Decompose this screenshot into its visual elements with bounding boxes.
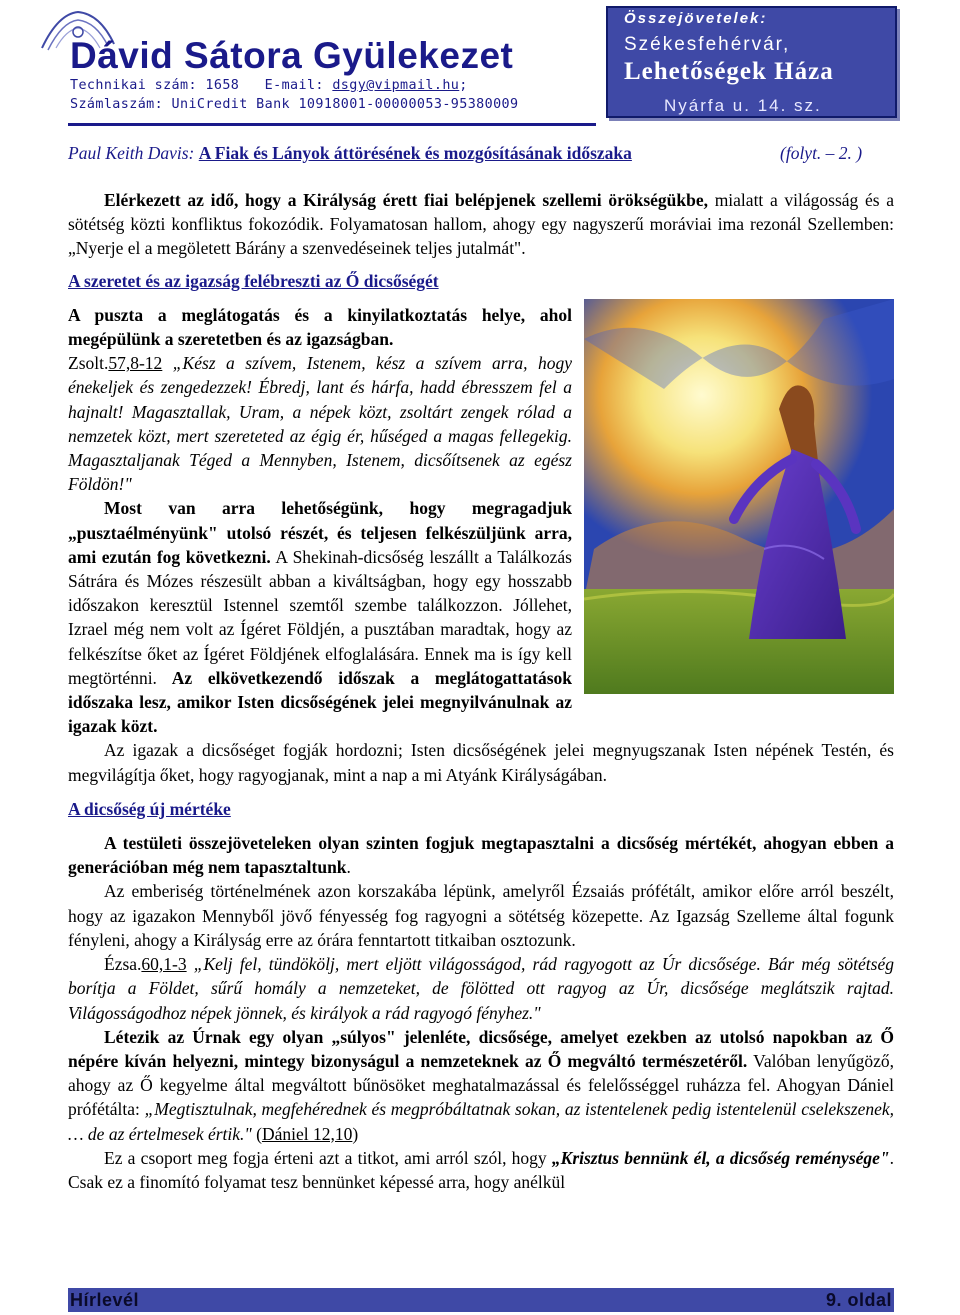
paragraph [68, 188, 894, 261]
paragraph: Az igazak a dicsőséget fogják hordozni; Isten dicsőségének jelei megnyugszanak Isten népének Testén, és megvilágítja őket, hogy ragyogjanak, mint a nap a mi Atyánk Királyságában. [68, 740, 894, 785]
scripture-ref: Dániel 12,10 [261, 1123, 353, 1144]
section-heading-glory-measure: A dicsőség új mértéke [68, 798, 231, 819]
meeting-venue: Lehetőségek Háza [624, 58, 834, 85]
emphasis: Most van arra lehetőségünk, hogy megragadjuk „pusztaélményünk" utolsó részét, és teljesen felkészüljünk arra, ami ezután fog következni. [68, 498, 572, 567]
section-heading-love-truth: A szeretet és az igazság felébreszti az Ő dicsőségét [68, 270, 439, 291]
scripture-ref-number: 57,8-12 [108, 353, 163, 374]
meeting-city: Székesfehérvár, [624, 34, 791, 55]
scripture-ref: Ézsa. [104, 954, 142, 975]
article-body [68, 188, 894, 1194]
text: ( [251, 1123, 262, 1144]
scripture-quote: „Kelj fel, tündökölj, mert eljött világosságod, rád ragyogott az Úr dicsősége. Bár még sötétség borítja a Földet, sűrű homály a nemzeteket, de fölötted ott ragyog az Úr, dicsősége meglátszik rajtad. Világosságodhoz népek jönnek, és királyok a rád ragyogó fényhez." [68, 954, 894, 1023]
email-label: E-mail: [264, 78, 333, 93]
footer-newsletter: Hírlevél [70, 1290, 140, 1310]
scripture-ref: Zsolt. [68, 353, 109, 374]
emphasis: Létezik az Úrnak egy olyan „súlyos" jelenléte, dicsősége, amelyet ezekben az utolsó napokban az Ő népére kíván helyezni, mintegy bizonyságul a nemzeteknek az Ő megváltó természetéről. [68, 1026, 894, 1071]
meetings-label: Összejövetelek: [624, 10, 768, 27]
painting-woman-sun [584, 299, 894, 694]
paragraph-isaiah [68, 952, 894, 1025]
header-divider [68, 123, 596, 126]
article-byline [68, 143, 893, 164]
text: . [346, 857, 351, 878]
bank-account: Számlaszám: UniCredit Bank 10918001-00000053-95380009 [70, 97, 519, 112]
footer-page-number: 9. oldal [825, 1290, 892, 1310]
org-name: Dávid Sátora Gyülekezet [70, 35, 514, 76]
paragraph [68, 1146, 894, 1194]
emphasis: A puszta a meglátogatás és a kinyilatkoztatás helye, ahol megépülünk a szeretetben és az igazságban. [68, 304, 572, 350]
scripture-ref-number: 60,1-3 [141, 954, 187, 975]
text: . Csak ez a finomító folyamat tesz bennünket képessé arra, hogy anélkül [68, 1147, 895, 1192]
text: Valóban lenyűgöző, ahogy az Ő kegyelme által megváltott bűnösöket meghatalmazással és felelősséggel ruházza fel. Ahogyan Dániel prófétálta: [68, 1050, 894, 1120]
emphasis-quote: „Krisztus bennünk él, a dicsőség reménysége" [551, 1147, 890, 1168]
emphasis: A testületi összejöveteleken olyan szinten fogjuk megtapasztalni a dicsőség mértékét, ahogyan ebben a generációban még nem tapasztaltunk [68, 833, 894, 878]
article-author: Paul Keith Davis: [68, 143, 195, 163]
emphasis: Az elkövetkezendő időszak a meglátogattatások időszaka lesz, amikor Isten dicsőségének jelei megnyilvánulnak az igazak közt. [68, 667, 572, 737]
tech-number: Technikai szám: 1658 [70, 78, 240, 93]
contact-line [70, 76, 596, 95]
meeting-info-box [606, 6, 897, 118]
text: ) [352, 1123, 359, 1144]
paragraph [68, 1025, 894, 1146]
text: Ez a csoport meg fogja érteni azt a titkot, ami arról szól, hogy [104, 1147, 552, 1168]
emphasis: Elérkezett az idő, hogy a Királyság érett fiai belépjenek szellemi örökségükbe, [104, 190, 709, 210]
email-link[interactable]: dsgy@vipmail.hu [332, 78, 460, 93]
email-suffix: ; [459, 78, 468, 93]
scripture-quote: „Megtisztulnak, megfehérednek és megpróbáltatnak sokan, az istentelenek pedig istentelenül cselekszenek, … de az értelmesek értik." [68, 1099, 894, 1144]
masthead [68, 6, 596, 114]
scripture-quote: „Kész a szívem, Istenem, kész a szívem arra, hogy énekeljek és zengedezzek! Ébredj, lant és hárfa, hadd ébresszem fel a hajnalt! Magasztallak, Uram, a népek közt, zsoltárt zengek rólad a nemzetek közt, mert szereteted az égig ér, hűséged a magas fellegekig. Magasztaljanak Téged a Mennyben, Istenem, dicsőítsenek az egész Földön!" [68, 353, 572, 495]
paragraph: Az emberiség történelmének azon korszakába lépünk, amelyről Ézsaiás prófétált, amikor előre arról beszélt, hogy az igazakon Mennyből jövő fényesség fog ragyogni a sötétség közepette. Az Igazság Szelleme által fogunk fényleni, ahogy a Királyság erre az órára fenntartott titkaiban osztozunk. [68, 881, 894, 950]
paragraph [68, 831, 894, 879]
text: A Shekinah-dicsőség leszállt a Találkozás Sátrára és Mózes részesült abban a kiváltságban, hogy egy hosszabb időszakon keresztül Istennel szemtől szembe találkozzon. Jóllehet, Izrael még nem volt az Ígéret Földjén, a pusztában maradtak, hogy az felkészítse őket az Ígéret Földjének elfoglalására. Ennek ma is így kell megtörténni. [68, 546, 572, 688]
footer-bar [68, 1288, 894, 1312]
article-continuation: (folyt. – 2. ) [780, 143, 863, 163]
meeting-address: Nyárfa u. 14. sz. [664, 96, 822, 115]
text: mialatt a világosság és a sötétség közti konfliktus fokozódik. Folyamatosan hallom, ahogy egy nagyszerű moráviai ima rezonál Szellemben: „Nyerje el a megöletett Bárány a szenvedéseinek teljes jutalmát". [68, 190, 894, 259]
article-title: A Fiak és Lányok áttörésének és mozgósításának időszaka [198, 143, 632, 163]
painting-image [584, 299, 894, 694]
